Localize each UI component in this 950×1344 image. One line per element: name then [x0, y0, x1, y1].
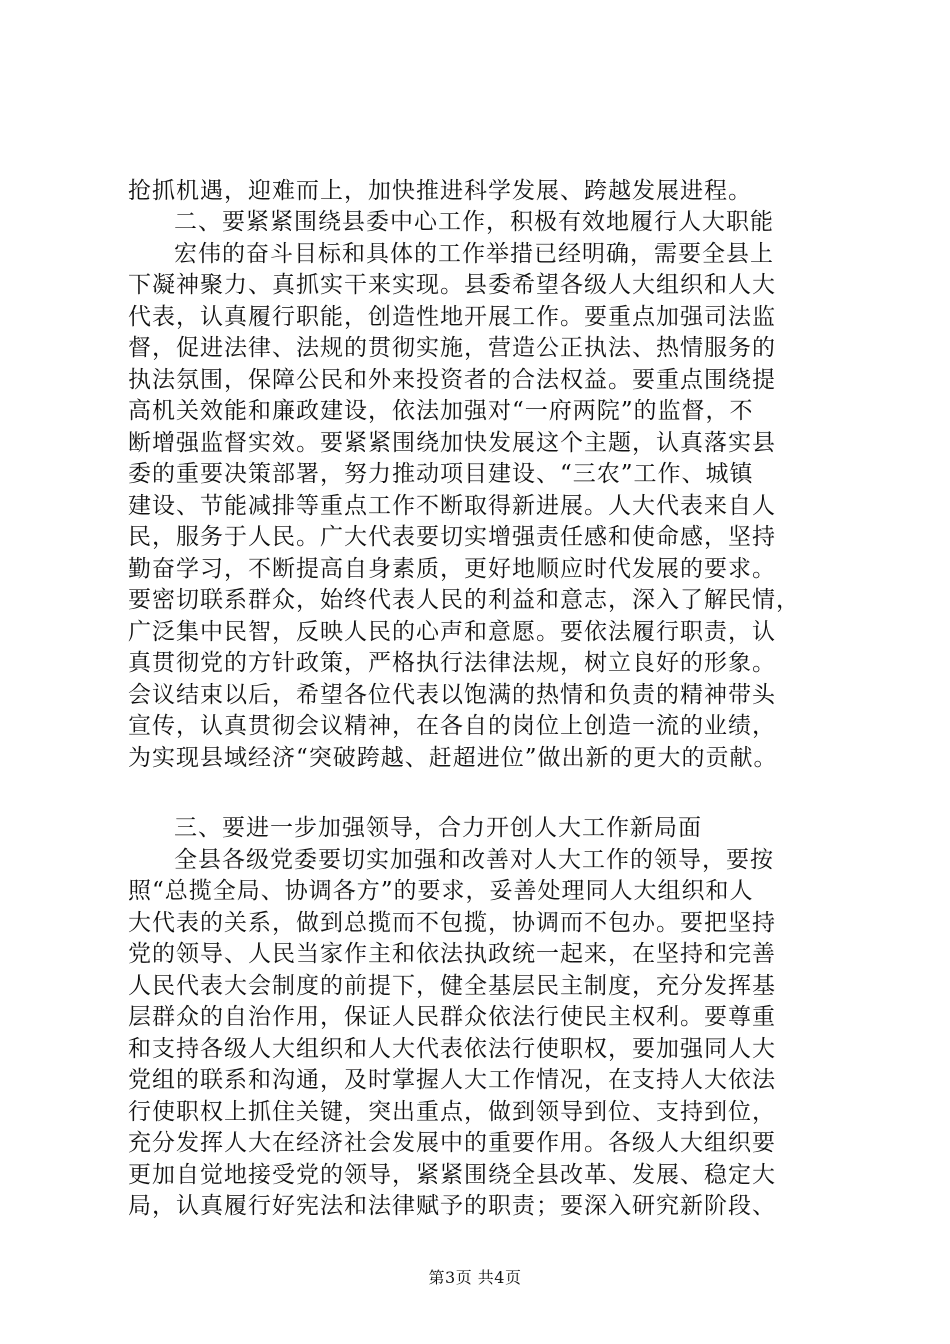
paragraph-line: 建设、节能减排等重点工作不断取得新进展。人大代表来自人 — [128, 493, 776, 519]
paragraph-line: 下凝神聚力、真抓实干来实现。县委希望各级人大组织和人大 — [128, 272, 776, 298]
paragraph-line: 民，服务于人民。广大代表要切实增强责任感和使命感，坚持 — [128, 524, 776, 550]
paragraph-line: 为实现县域经济“突破跨越、赶超进位”做出新的更大的贡献。 — [128, 745, 778, 771]
paragraph-line: 委的重要决策部署，努力推动项目建设、“三农”工作、城镇 — [128, 461, 754, 487]
paragraph-line: 要密切联系群众，始终代表人民的利益和意志，深入了解民情， — [128, 587, 800, 613]
paragraph-line: 广泛集中民智，反映人民的心声和意愿。要依法履行职责，认 — [128, 619, 776, 645]
paragraph-line: 充分发挥人大在经济社会发展中的重要作用。各级人大组织要 — [128, 1130, 776, 1156]
paragraph-line: 层群众的自治作用，保证人民群众依法行使民主权利。要尊重 — [128, 1004, 776, 1030]
paragraph-line: 执法氛围，保障公民和外来投资者的合法权益。要重点围绕提 — [128, 367, 776, 393]
paragraph-line: 党组的联系和沟通，及时掌握人大工作情况，在支持人大依法 — [128, 1067, 776, 1093]
section-heading: 三、要进一步加强领导，合力开创人大工作新局面 — [174, 815, 702, 841]
paragraph-line: 代表，认真履行职能，创造性地开展工作。要重点加强司法监 — [128, 304, 776, 330]
paragraph-line: 照“总揽全局、协调各方”的要求，妥善处理同人大组织和人 — [128, 878, 754, 904]
paragraph-line: 断增强监督实效。要紧紧围绕加快发展这个主题，认真落实县 — [128, 430, 776, 456]
paragraph-line: 勤奋学习，不断提高自身素质，更好地顺应时代发展的要求。 — [128, 556, 776, 582]
paragraph-line: 高机关效能和廉政建设，依法加强对“一府两院”的监督，不 — [128, 398, 754, 424]
page-number: 第3页 共4页 — [428, 1268, 522, 1287]
paragraph-line: 会议结束以后，希望各位代表以饱满的热情和负责的精神带头 — [128, 682, 776, 708]
paragraph-line: 全县各级党委要切实加强和改善对人大工作的领导，要按 — [174, 847, 774, 873]
paragraph-line: 督，促进法律、法规的贯彻实施，营造公正执法、热情服务的 — [128, 335, 776, 361]
paragraph-line: 党的领导、人民当家作主和依法执政统一起来，在坚持和完善 — [128, 941, 776, 967]
paragraph-line: 真贯彻党的方针政策，严格执行法律法规，树立良好的形象。 — [128, 650, 776, 676]
paragraph-line: 人民代表大会制度的前提下，健全基层民主制度，充分发挥基 — [128, 973, 776, 999]
paragraph-line: 宏伟的奋斗目标和具体的工作举措已经明确，需要全县上 — [174, 241, 774, 267]
paragraph-line: 抢抓机遇，迎难而上，加快推进科学发展、跨越发展进程。 — [128, 178, 752, 204]
paragraph-line: 和支持各级人大组织和人大代表依法行使职权，要加强同人大 — [128, 1036, 776, 1062]
paragraph-line: 行使职权上抓住关键，突出重点，做到领导到位、支持到位， — [128, 1099, 776, 1125]
paragraph-line: 大代表的关系，做到总揽而不包揽，协调而不包办。要把坚持 — [128, 910, 776, 936]
section-heading: 二、要紧紧围绕县委中心工作，积极有效地履行人大职能 — [174, 209, 774, 235]
paragraph-line: 局，认真履行好宪法和法律赋予的职责；要深入研究新阶段、 — [128, 1193, 776, 1219]
paragraph-line: 更加自觉地接受党的领导，紧紧围绕全县改革、发展、稳定大 — [128, 1162, 776, 1188]
paragraph-line: 宣传，认真贯彻会议精神，在各自的岗位上创造一流的业绩， — [128, 713, 776, 739]
